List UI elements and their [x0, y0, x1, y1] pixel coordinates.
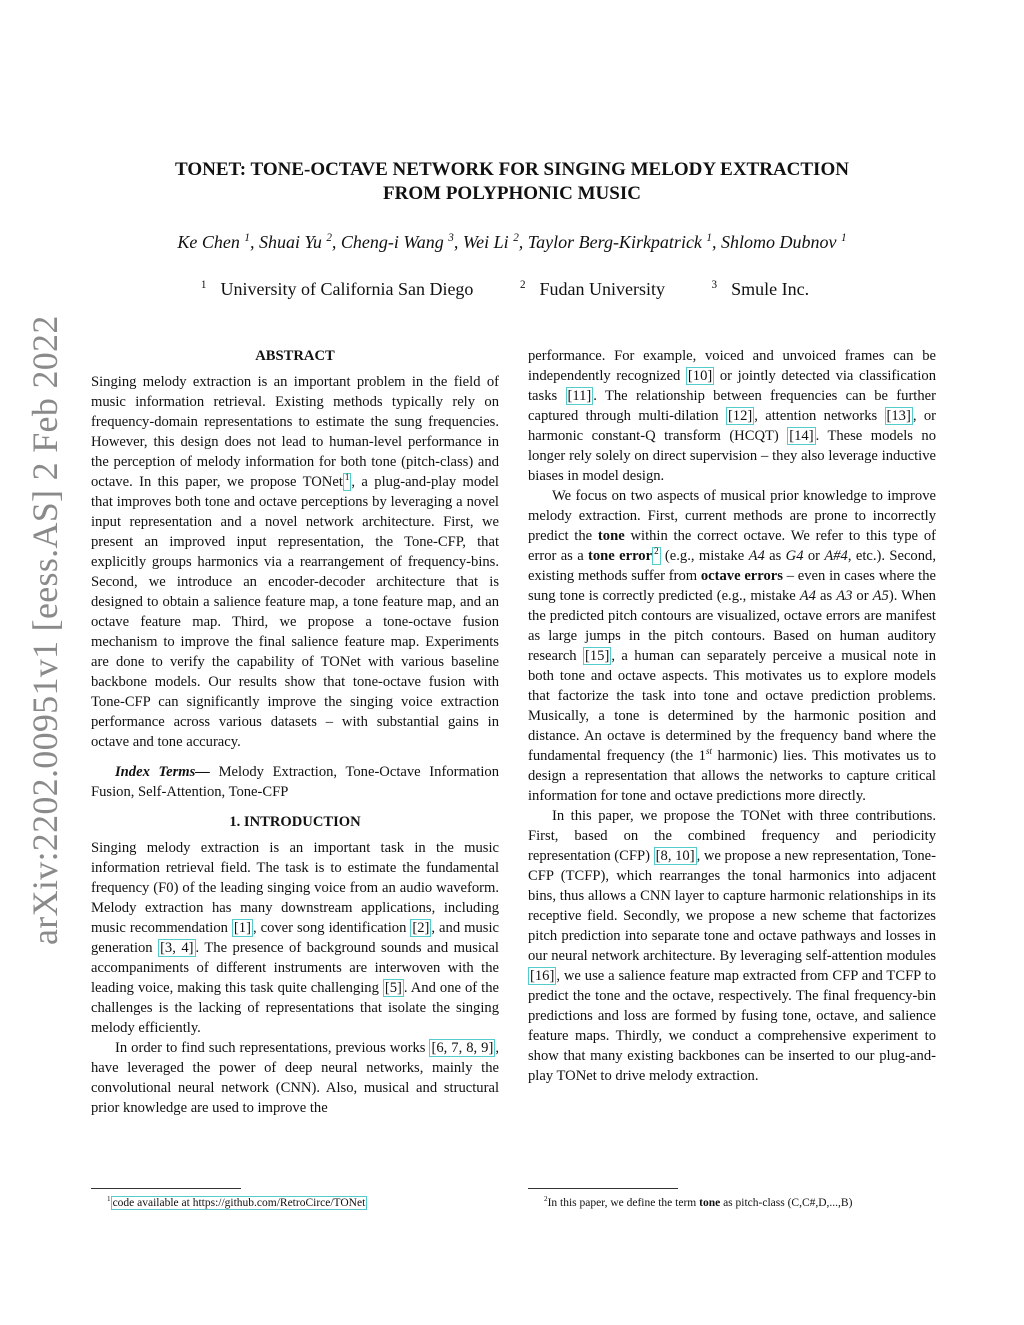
author: Ke Chen $^1$ [177, 232, 250, 252]
author-list: Ke Chen $^1$, Shuai Yu $^2$, Cheng-i Wang $^3$, Wei Li $^2$, Taylor Berg-Kirkpatrick $^1$, Shlomo Dubnov $^1$ [177, 232, 847, 252]
citation-link[interactable]: [3, 4] [160, 940, 194, 956]
abstract-text: Singing melody extraction is an important problem in the field of music information retrieval. Existing methods typically rely on frequency-domain representations to estimate the sung frequencies. However, this design does not lead to human-level performance in the perception of melody information for both tone (pitch-class) and octave. In this paper, we propose TONet $^1$ , a plug-and-play model that improves both tone and octave perceptions by leveraging a novel input representation and a novel network architecture. First, we present an improved input representation, the Tone-CFP, that explicitly groups harmonics via a rearrangement of frequency-bins. Second, we introduce an encoder-decoder architecture that is designed to obtain a salience feature map, a tone feature map, and an octave feature map. Third, we propose a tone-octave fusion mechanism to improve the final salience feature map. Experiments are done to verify the capability of TONet with various baseline backbone models. Our results show that tone-octave fusion with Tone-CFP can significantly improve the singing voice extraction performance across various datasets – with substantial gains in octave and tone accuracy. [91, 374, 499, 750]
footnote-rule-left [91, 1188, 241, 1189]
footnote-rule-right [528, 1188, 678, 1189]
author: Cheng-i Wang $^3$ [340, 232, 454, 252]
github-link[interactable]: code available at https://github.com/RetroCirce/TONet [112, 1197, 366, 1209]
author: Wei Li $^2$ [462, 232, 519, 252]
citation-link[interactable]: [11] [567, 388, 592, 404]
citation-link[interactable]: [5] [384, 980, 402, 996]
affiliation: $^1$ University of California San Diego [200, 279, 474, 299]
right-paragraph-1: performance. For example, voiced and unvoiced frames can be independently recognized [10] or jointly detected via classification tasks [11] . The relationship between frequencies can be further captured through multi-dilation [12] , attention networks [13] , or harmonic constant-Q transform (HCQT) [14] . These models no longer rely solely on direct supervision – they also leverage inductive biases in model design. [528, 348, 937, 484]
intro-paragraph-1: Singing melody extraction is an important task in the music information retrieval field. The task is to estimate the fundamental frequency (F0) of the leading singing voice from an audio waveform. Melody extraction has many downstream applications, including music recommendation [1] , cover song identification [2] , and music generation [3, 4] . The presence of background sounds and musical accompaniments of different instruments are interwoven with the leading voice, making this task quite challenging [5] . And one of the challenges is the lacking of representations that isolate the singing melody efficiently. [91, 840, 499, 1036]
footnote-2: $^2$In this paper, we define the term tone as pitch-class (C,C#,D,...,B) [544, 1195, 853, 1209]
author: Taylor Berg-Kirkpatrick $^1$ [527, 232, 712, 252]
abstract-heading: ABSTRACT [255, 348, 335, 364]
affiliations [0, 279, 1024, 300]
footnote-link[interactable]: 2 [652, 547, 661, 565]
right-paragraph-2: We focus on two aspects of musical prior knowledge to improve melody extraction. First, current methods are prone to incorrectly predict the tone within the correct octave. We refer to this type of error as a tone error $^2$ (e.g., mistake A4 as G4 or A#4, etc.). Second, existing methods suffer from octave errors – even in cases where the sung tone is correctly predicted (e.g., mistake A4 as A3 or A5). When the predicted pitch contours are visualized, octave errors are manifest as large jumps in the pitch contours. Based on human auditory research [15] , a human can separately perceive a musical note in both tone and octave aspects. This motivates us to explore models that factorize the task into tone and octave prediction problems. Musically, a tone is determined by the harmonic position and distance. An octave is determined by the frequency band where the fundamental frequency (the 1st harmonic) lies. This motivates us to design a representation that allows the networks to capture critical information for tone and octave predictions more directly. [528, 488, 936, 804]
arxiv-sidebar-id: arXiv:2202.00951v1 [eess.AS] 2 Feb 2022 [25, 315, 65, 945]
index-terms: Index Terms— Melody Extraction, Tone-Octave Information Fusion, Self-Attention, Tone-CFP [91, 764, 500, 800]
citation-link[interactable]: [6, 7, 8, 9] [431, 1040, 494, 1056]
author: Shuai Yu $^2$ [258, 232, 332, 252]
affiliation: $^2$ Fudan University [519, 279, 666, 299]
title-line-2: FROM POLYPHONIC MUSIC [383, 183, 641, 204]
citation-link[interactable]: [16] [530, 968, 555, 984]
citation-link[interactable]: [1] [233, 920, 251, 936]
footnote-1: $^1$ code available at https://github.com/RetroCirce/TONet [107, 1195, 366, 1209]
left-column [91, 346, 499, 1118]
intro-paragraph-2: In order to find such representations, previous works [6, 7, 8, 9] , have leveraged the power of deep neural networks, mainly the convolutional neural network (CNN). Also, musical and structural prior knowledge are used to improve the [91, 1040, 499, 1116]
affiliation: $^3$ Smule Inc. [711, 279, 810, 299]
footnote-link[interactable]: 1 [343, 473, 352, 491]
citation-link[interactable]: [12] [727, 408, 753, 424]
citation-link[interactable]: [8, 10] [655, 848, 695, 864]
paper-title [0, 158, 1024, 206]
citation-link[interactable]: [14] [789, 428, 814, 444]
citation-link[interactable]: [10] [687, 368, 713, 384]
title-line-1: TONET: TONE-OCTAVE NETWORK FOR SINGING MELODY EXTRACTION [175, 159, 849, 180]
right-paragraph-3: In this paper, we propose the TONet with three contributions. First, based on the combined frequency and periodicity representation (CFP) [8, 10] , we propose a new representation, Tone-CFP (TCFP), which rearranges the tonal harmonics into adjacent bins, thus allows a CNN layer to capture harmonic relationships in its receptive field. Secondly, we propose a new scheme that factorizes pitch prediction into separate tone and octave pathways and losses in our neural network architecture. By leveraging self-attention modules [16] , we use a salience feature map extracted from CFP and TCFP to predict the tone and the octave, respectively. The final frequency-bin predictions and loss are formed by fusing tone, octave, and salience feature maps. Thirdly, we conduct a comprehensive experiment to show that many existing backbones can be inserted to our plug-and-play TONet to drive melody extraction. [528, 808, 936, 1084]
right-column [528, 346, 936, 1086]
intro-heading: 1. INTRODUCTION [229, 814, 361, 830]
citation-link[interactable]: [15] [585, 648, 610, 664]
citation-link[interactable]: [13] [886, 408, 911, 424]
citation-link[interactable]: [2] [412, 920, 430, 936]
author: Shlomo Dubnov $^1$ [721, 232, 847, 252]
